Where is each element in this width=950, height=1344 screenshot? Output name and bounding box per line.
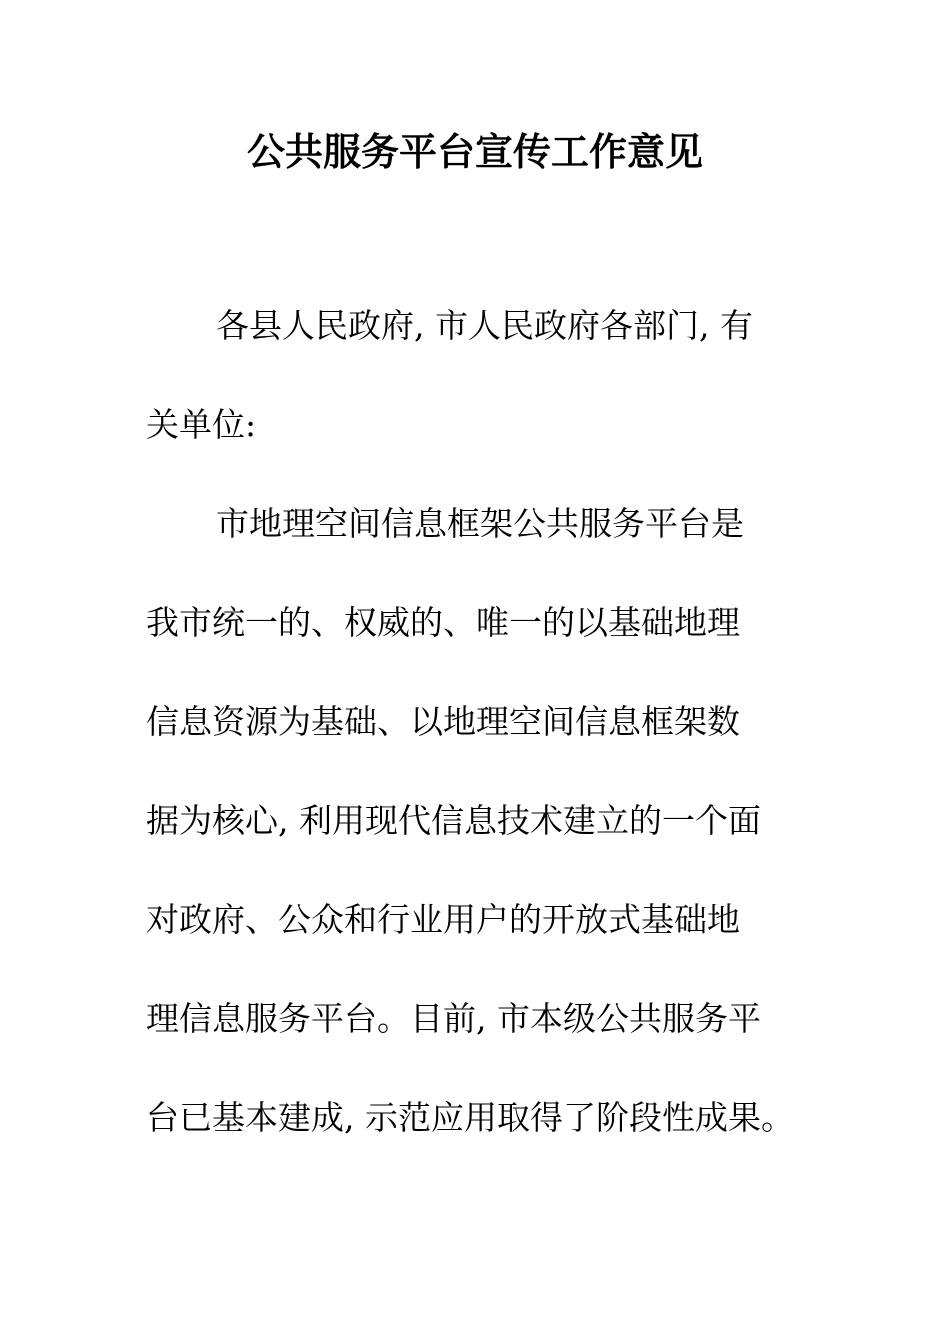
paragraph-2-line-4: 据为核心, 利用现代信息技术建立的一个面: [146, 801, 761, 840]
document-title: 公共服务平台宣传工作意见: [246, 130, 703, 174]
paragraph-2-line-2: 我市统一的、权威的、唯一的以基础地理: [146, 603, 740, 642]
paragraph-2-line-3: 信息资源为基础、以地理空间信息框架数: [146, 702, 740, 741]
paragraph-1-line-2: 关单位:: [146, 405, 257, 444]
paragraph-1-line-1: 各县人民政府, 市人民政府各部门, 有: [216, 306, 753, 345]
paragraph-2-line-1: 市地理空间信息框架公共服务平台是: [216, 504, 744, 543]
paragraph-2-line-6: 理信息服务平台。目前, 市本级公共服务平: [146, 999, 761, 1038]
paragraph-2-line-7: 台已基本建成, 示范应用取得了阶段性成果。: [146, 1098, 794, 1137]
paragraph-2-line-5: 对政府、公众和行业用户的开放式基础地: [146, 900, 740, 939]
